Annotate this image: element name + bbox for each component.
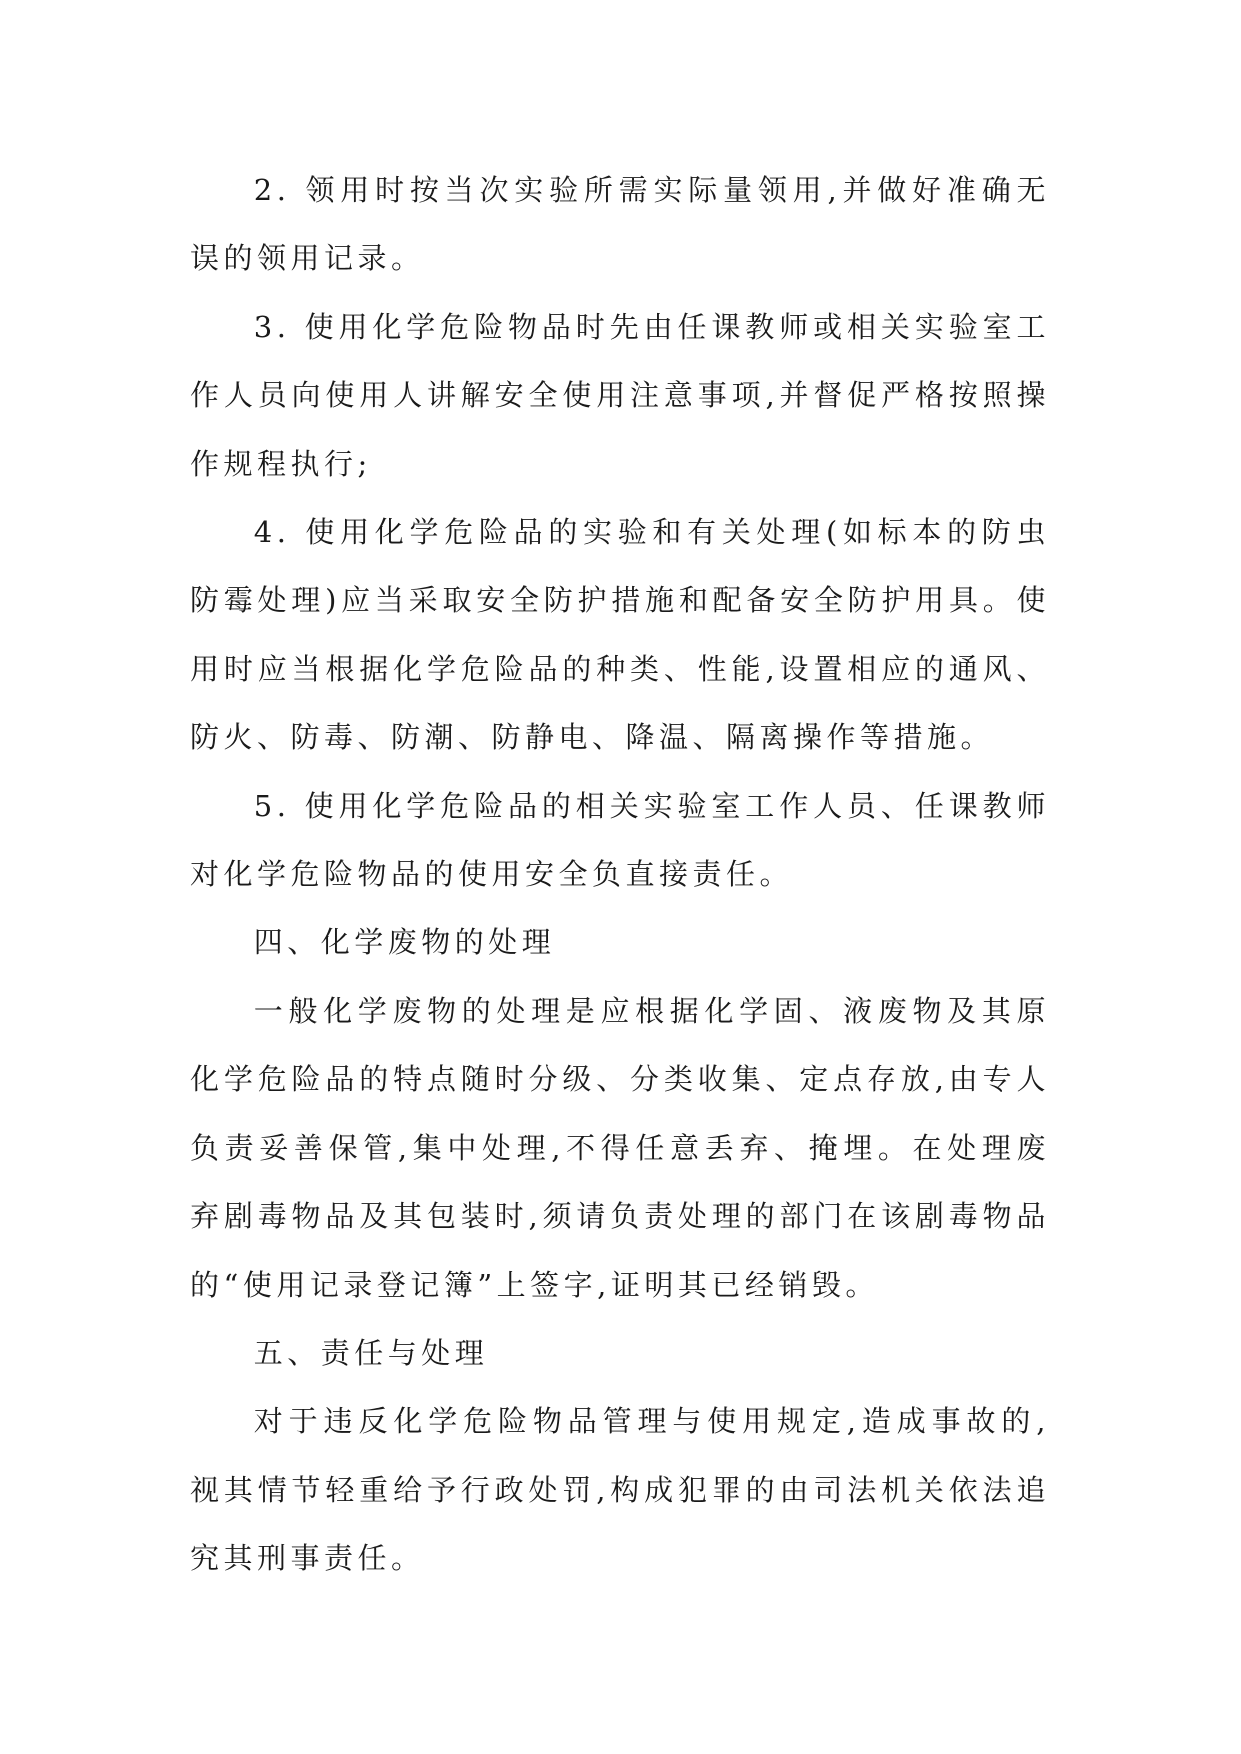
paragraph-item-4: 4. 使用化学危险品的实验和有关处理(如标本的防虫防霉处理)应当采取安全防护措施和配备安全防护用具。使用时应当根据化学危险品的种类、性能,设置相应的通风、防火、防毒、防潮、防静电、降温、隔离操作等措施。	[190, 515, 1050, 755]
paragraph-waste-handling: 一般化学废物的处理是应根据化学固、液废物及其原化学危险品的特点随时分级、分类收集、定点存放,由专人负责妥善保管,集中处理,不得任意丢弃、掩埋。在处理废弃剧毒物品及其包装时,须请负责处理的部门在该剧毒物品的“使用记录登记簿”上签字,证明其已经销毁。	[190, 993, 1050, 1302]
paragraph-responsibility: 对于违反化学危险物品管理与使用规定,造成事故的,视其情节轻重给予行政处罚,构成犯罪的由司法机关依法追究其刑事责任。	[190, 1404, 1050, 1576]
paragraph-item-2: 2. 领用时按当次实验所需实际量领用,并做好准确无误的领用记录。	[190, 173, 1050, 276]
paragraph-item-5: 5. 使用化学危险品的相关实验室工作人员、任课教师对化学危险物品的使用安全负直接责任。	[190, 788, 1050, 892]
section-heading-waste: 四、化学废物的处理	[253, 925, 556, 960]
paragraph-item-3: 3. 使用化学危险物品时先由任课教师或相关实验室工作人员向使用人讲解安全使用注意事项,并督促严格按照操作规程执行;	[190, 309, 1050, 481]
document-body	[190, 156, 1050, 1593]
section-heading-responsibility: 五、责任与处理	[253, 1335, 489, 1370]
